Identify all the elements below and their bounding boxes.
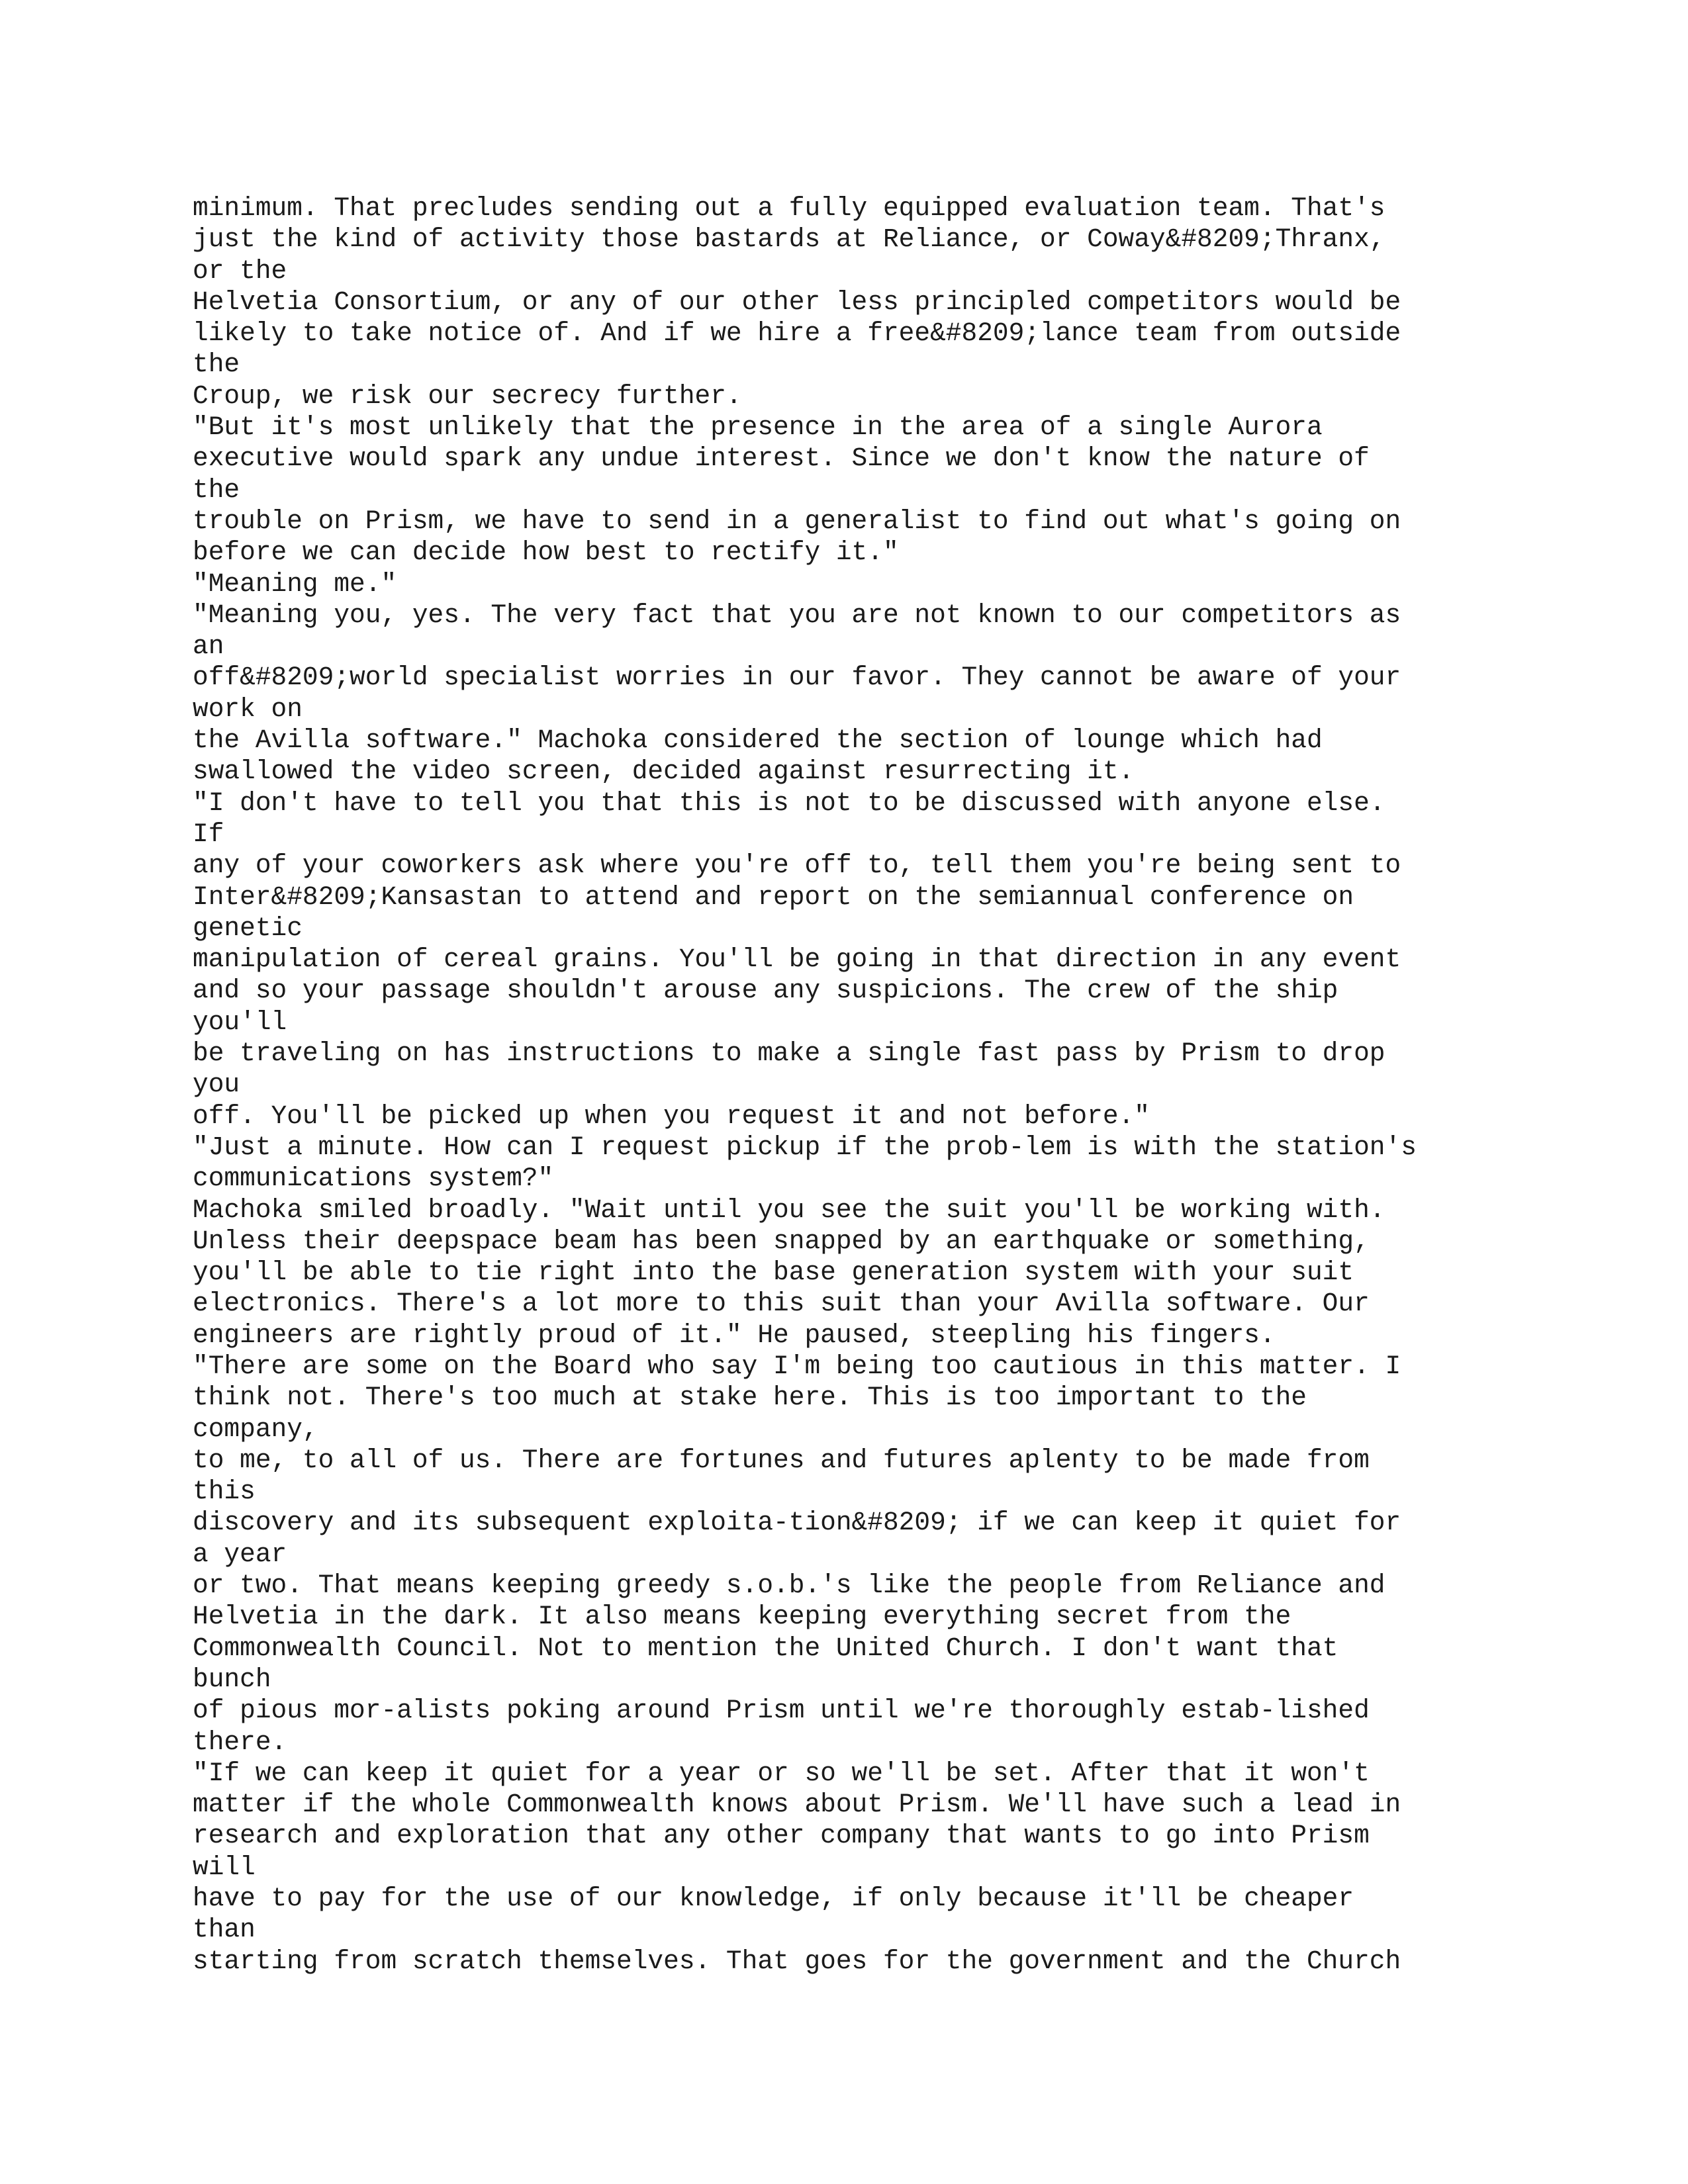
text-line: off&#8209;world specialist worries in our favor. They cannot be aware of your xyxy=(193,662,1401,693)
text-line: the xyxy=(193,349,240,380)
text-line: you'll xyxy=(193,1007,287,1037)
text-line: "Just a minute. How can I request pickup if the prob-lem is with the station's xyxy=(193,1132,1417,1162)
text-line: discovery and its subsequent exploita-tion&#8209; if we can keep it quiet for xyxy=(193,1508,1401,1538)
text-line: you xyxy=(193,1069,240,1100)
text-line: will xyxy=(193,1852,256,1882)
text-line: be traveling on has instructions to make a single fast pass by Prism to drop xyxy=(193,1038,1385,1069)
text-line: the Avilla software." Machoka considered the section of lounge which had xyxy=(193,725,1323,756)
text-line: of pious mor-alists poking around Prism until we're thoroughly estab-lished xyxy=(193,1696,1370,1726)
text-line: bunch xyxy=(193,1664,271,1694)
text-line: likely to take notice of. And if we hire a free&#8209;lance team from outside xyxy=(193,318,1401,349)
text-line: than xyxy=(193,1915,256,1945)
text-line: electronics. There's a lot more to this suit than your Avilla software. Our xyxy=(193,1289,1370,1319)
text-line: minimum. That precludes sending out a fully equipped evaluation team. That's xyxy=(193,193,1385,223)
text-line: this xyxy=(193,1477,256,1507)
text-line: swallowed the video screen, decided against resurrecting it. xyxy=(193,756,1135,787)
text-line: Commonwealth Council. Not to mention the United Church. I don't want that xyxy=(193,1633,1338,1663)
text-line: genetic xyxy=(193,913,303,943)
text-line: research and exploration that any other company that wants to go into Prism xyxy=(193,1821,1370,1851)
text-line: starting from scratch themselves. That goes for the government and the Church xyxy=(193,1946,1401,1976)
text-line: and so your passage shouldn't arouse any suspicions. The crew of the ship xyxy=(193,976,1338,1006)
text-line: Helvetia Consortium, or any of our other less principled competitors would be xyxy=(193,287,1401,317)
text-line: "Meaning me." xyxy=(193,569,397,599)
text-line: manipulation of cereal grains. You'll be going in that direction in any event xyxy=(193,944,1401,975)
text-line: there. xyxy=(193,1727,287,1757)
text-line: before we can decide how best to rectify it." xyxy=(193,537,899,568)
text-line: trouble on Prism, we have to send in a generalist to find out what's going on xyxy=(193,506,1401,536)
text-line: a year xyxy=(193,1539,287,1569)
text-line: off. You'll be picked up when you request it and not before." xyxy=(193,1101,1150,1131)
text-line: Inter&#8209;Kansastan to attend and report on the semiannual conference on xyxy=(193,882,1354,912)
text-line: matter if the whole Commonwealth knows about Prism. We'll have such a lead in xyxy=(193,1790,1401,1820)
text-line: executive would spark any undue interest. Since we don't know the nature of xyxy=(193,443,1370,474)
text-line: communications system?" xyxy=(193,1163,554,1194)
text-line: or two. That means keeping greedy s.o.b.'s like the people from Reliance and xyxy=(193,1570,1385,1601)
text-line: If xyxy=(193,819,224,849)
text-line: think not. There's too much at stake here. This is too important to the xyxy=(193,1383,1307,1413)
text-line: "I don't have to tell you that this is not to be discussed with anyone else. xyxy=(193,788,1385,818)
text-line: Helvetia in the dark. It also means keeping everything secret from the xyxy=(193,1602,1291,1632)
text-line: the xyxy=(193,475,240,505)
text-line: "There are some on the Board who say I'm being too cautious in this matter. I xyxy=(193,1351,1401,1381)
text-line: "If we can keep it quiet for a year or so we'll be set. After that it won't xyxy=(193,1758,1370,1788)
text-line: "Meaning you, yes. The very fact that you are not known to our competitors as xyxy=(193,600,1401,630)
text-line: Unless their deepspace beam has been snapped by an earthquake or something, xyxy=(193,1226,1370,1256)
text-line: have to pay for the use of our knowledge, if only because it'll be cheaper xyxy=(193,1884,1354,1914)
text-line: any of your coworkers ask where you're off to, tell them you're being sent to xyxy=(193,850,1401,881)
text-line: or the xyxy=(193,255,287,286)
text-line: company, xyxy=(193,1414,318,1444)
text-line: just the kind of activity those bastards at Reliance, or Coway&#8209;Thranx, xyxy=(193,224,1385,255)
body-text xyxy=(193,193,1517,1977)
text-line: to me, to all of us. There are fortunes and futures aplenty to be made from xyxy=(193,1445,1370,1475)
text-line: "But it's most unlikely that the presence in the area of a single Aurora xyxy=(193,412,1323,443)
text-line: Machoka smiled broadly. "Wait until you see the suit you'll be working with. xyxy=(193,1195,1385,1225)
text-line: an xyxy=(193,631,224,662)
text-line: engineers are rightly proud of it." He paused, steepling his fingers. xyxy=(193,1320,1276,1350)
text-line: work on xyxy=(193,694,303,724)
text-line: you'll be able to tie right into the base generation system with your suit xyxy=(193,1257,1354,1288)
text-line: Croup, we risk our secrecy further. xyxy=(193,381,742,411)
